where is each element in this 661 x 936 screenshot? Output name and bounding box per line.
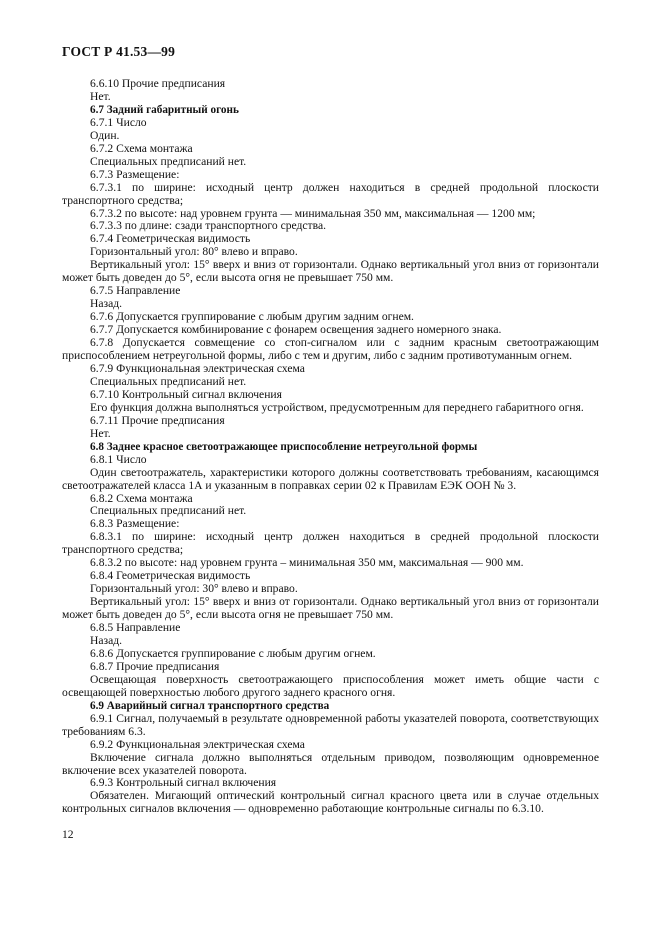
section-heading: 6.9 Аварийный сигнал транспортного средства bbox=[90, 699, 330, 712]
paragraph: Назад. bbox=[90, 633, 123, 647]
paragraph: 6.7.10 Контрольный сигнал включения bbox=[90, 387, 282, 401]
paragraph: 6.8.3 Размещение: bbox=[90, 517, 180, 531]
paragraph: 6.7.3.1 по ширине: исходный центр должен находиться в средней продольной плоскости транспортного средства; bbox=[62, 180, 599, 207]
paragraph: Обязателен. Мигающий оптический контрольный сигнал красного цвета или в случае отдельных контрольных сигналов включения — одновременно работающие контрольные сигналы по 6.3.10. bbox=[62, 789, 599, 816]
paragraph: 6.8.7 Прочие предписания bbox=[90, 659, 220, 673]
paragraph: 6.7.7 Допускается комбинирование с фонарем освещения заднего номерного знака. bbox=[90, 323, 502, 337]
paragraph: 6.8.5 Направление bbox=[90, 621, 181, 635]
paragraph: Вертикальный угол: 15° вверх и вниз от горизонтали. Однако вертикальный угол вниз от горизонтали может быть доведен до 5°, если высота огня не превышает 750 мм. bbox=[62, 258, 599, 285]
paragraph: Горизонтальный угол: 80° влево и вправо. bbox=[90, 245, 298, 259]
paragraph: Один. bbox=[90, 128, 120, 142]
paragraph: 6.7.3 Размещение: bbox=[90, 167, 180, 181]
paragraph: Нет. bbox=[90, 426, 111, 440]
paragraph: Специальных предписаний нет. bbox=[90, 374, 247, 388]
paragraph: Специальных предписаний нет. bbox=[90, 504, 247, 518]
paragraph: 6.8.4 Геометрическая видимость bbox=[90, 569, 251, 583]
page-body bbox=[62, 78, 599, 816]
paragraph: 6.7.5 Направление bbox=[90, 284, 181, 298]
page-number: 12 bbox=[62, 828, 74, 841]
section-heading: 6.7 Задний габаритный огонь bbox=[90, 103, 239, 116]
paragraph: Включение сигнала должно выполняться отдельным приводом, позволяющим одновременное включение всех указателей поворота. bbox=[62, 750, 599, 777]
paragraph: 6.7.3.2 по высоте: над уровнем грунта — минимальная 350 мм, максимальная — 1200 мм; bbox=[90, 206, 536, 220]
paragraph: 6.6.10 Прочие предписания bbox=[90, 77, 226, 90]
paragraph: Горизонтальный угол: 30° влево и вправо. bbox=[90, 582, 298, 596]
section-heading: 6.8 Заднее красное светоотражающее приспособление нетреугольной формы bbox=[90, 440, 478, 453]
paragraph: 6.7.8 Допускается совмещение со стоп-сигналом или с задним красным светоотражающим приспособлением нетреугольной формы, либо с тем и другим, либо с задним противотуманным огнем. bbox=[62, 336, 599, 363]
paragraph: Один светоотражатель, характеристики которого должны соответствовать требованиям, касающимся светоотражателей класса 1А и указанным в поправках серии 02 к Правилам ЕЭК ООН № 3. bbox=[62, 465, 599, 492]
paragraph: 6.8.1 Число bbox=[90, 452, 147, 466]
paragraph: 6.9.1 Сигнал, получаемый в результате одновременной работы указателей поворота, соответствующих требованиям 6.3. bbox=[62, 711, 599, 738]
paragraph: 6.7.9 Функциональная электрическая схема bbox=[90, 361, 305, 375]
paragraph: Нет. bbox=[90, 89, 111, 103]
paragraph: 6.9.2 Функциональная электрическая схема bbox=[90, 737, 305, 751]
paragraph: Вертикальный угол: 15° вверх и вниз от горизонтали. Однако вертикальный угол вниз от горизонтали может быть доведен до 5°, если высота огня не превышает 750 мм. bbox=[62, 595, 599, 622]
paragraph: 6.7.3.3 по длине: сзади транспортного средства. bbox=[90, 219, 326, 233]
paragraph: 6.8.3.1 по ширине: исходный центр должен находиться в средней продольной плоскости транспортного средства; bbox=[62, 530, 599, 557]
paragraph: 6.7.6 Допускается группирование с любым другим задним огнем. bbox=[90, 310, 414, 324]
paragraph: 6.8.3.2 по высоте: над уровнем грунта – минимальная 350 мм, максимальная — 900 мм. bbox=[90, 556, 524, 570]
paragraph: Освещающая поверхность светоотражающего приспособления может иметь общие части с освещающей поверхностью любого другого заднего красного огня. bbox=[62, 672, 599, 699]
paragraph: 6.7.4 Геометрическая видимость bbox=[90, 232, 251, 246]
paragraph: 6.8.6 Допускается группирование с любым другим огнем. bbox=[90, 646, 376, 660]
paragraph: 6.8.2 Схема монтажа bbox=[90, 491, 193, 505]
paragraph: Назад. bbox=[90, 297, 123, 311]
paragraph: 6.7.11 Прочие предписания bbox=[90, 413, 225, 427]
paragraph: 6.9.3 Контрольный сигнал включения bbox=[90, 776, 277, 790]
document-header: ГОСТ Р 41.53—99 bbox=[62, 44, 176, 59]
paragraph: 6.7.2 Схема монтажа bbox=[90, 141, 193, 155]
paragraph: Его функция должна выполняться устройством, предусмотренным для переднего габаритного огня. bbox=[90, 400, 584, 414]
paragraph: 6.7.1 Число bbox=[90, 115, 147, 129]
paragraph: Специальных предписаний нет. bbox=[90, 154, 247, 168]
